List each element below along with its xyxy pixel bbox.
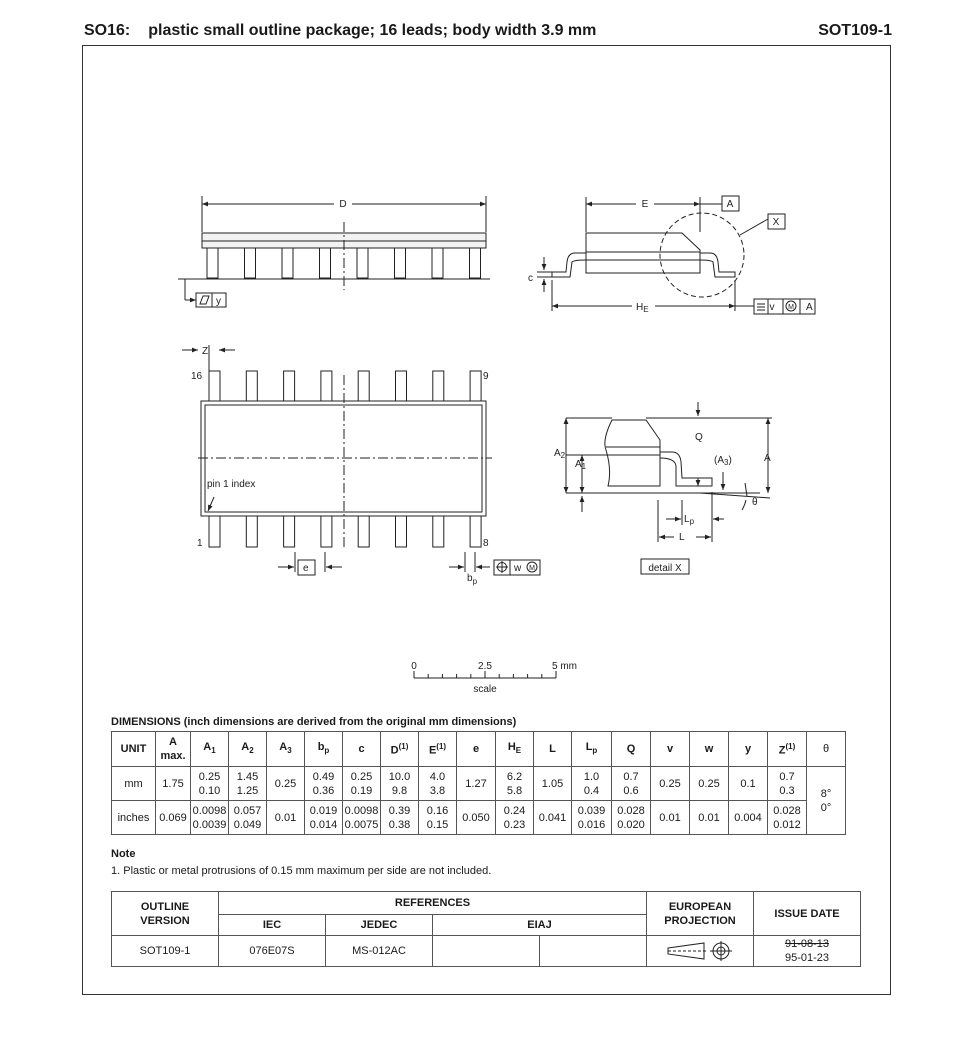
label-pin1-index: pin 1 index: [207, 479, 256, 490]
side-lead: [432, 248, 443, 278]
label-HE: $H_E$: [636, 302, 649, 314]
scale-tick-0: 0: [411, 661, 417, 672]
dim-header: UNIT: [112, 732, 156, 767]
dim-cell: 0.7 0.3: [768, 767, 807, 801]
label-w: w: [514, 563, 522, 574]
label-pin1: 1: [197, 538, 203, 549]
top-lead: [321, 371, 332, 401]
projection-symbol: [647, 936, 754, 967]
dim-cell: 0.019 0.014: [305, 801, 343, 835]
label-theta: θ: [752, 497, 758, 508]
top-lead: [358, 371, 369, 401]
dim-header: e: [457, 732, 496, 767]
label-A3: $(A_3)$: [714, 455, 732, 467]
outline-code: SOT109-1: [818, 22, 892, 39]
label-X: X: [772, 217, 780, 228]
outline-version-value: SOT109-1: [112, 936, 219, 967]
label-D: D: [339, 199, 347, 210]
top-lead: [433, 371, 444, 401]
dim-cell: 0.25: [690, 767, 729, 801]
iec-header: IEC: [219, 915, 326, 936]
end-view: [537, 196, 815, 314]
scale-tick-2-5: 2.5: [478, 661, 492, 672]
label-bp: $b_p$: [467, 573, 478, 586]
dim-cell: 0.25 0.10: [191, 767, 229, 801]
bottom-lead: [433, 516, 444, 547]
side-lead: [320, 248, 331, 278]
dim-header: Q: [612, 732, 651, 767]
label-detail-x: detail X: [648, 563, 682, 574]
side-lead: [245, 248, 256, 278]
side-lead: [207, 248, 218, 278]
label-A-ref: A: [806, 302, 813, 313]
side-lead: [357, 248, 368, 278]
label-Z: Z: [202, 346, 209, 357]
dim-cell: mm: [112, 767, 156, 801]
references-header: REFERENCES: [219, 892, 647, 915]
dim-header: w: [690, 732, 729, 767]
dim-header: $A_3$: [267, 732, 305, 767]
detail-x: [566, 402, 772, 574]
issue-date-header: ISSUE DATE: [754, 892, 861, 936]
package-description: plastic small outline package; 16 leads; body width 3.9 mm: [148, 22, 597, 39]
empty-cell: [540, 936, 647, 967]
dim-cell: 1.0 0.4: [572, 767, 612, 801]
dim-cell: 0.069: [156, 801, 191, 835]
label-M-2: M: [529, 565, 535, 572]
dim-cell: 0.050: [457, 801, 496, 835]
dim-cell: 0.49 0.36: [305, 767, 343, 801]
scale-bar: [414, 671, 556, 678]
bottom-lead: [470, 516, 481, 547]
dim-cell: 1.75: [156, 767, 191, 801]
dim-cell: 0.16 0.15: [419, 801, 457, 835]
dim-cell: inches: [112, 801, 156, 835]
bottom-lead: [284, 516, 295, 547]
dim-cell: 0.004: [729, 801, 768, 835]
bottom-lead: [358, 516, 369, 547]
top-lead: [209, 371, 220, 401]
dim-header: $Z^{(1)}$: [768, 732, 807, 767]
bottom-lead: [209, 516, 220, 547]
dim-cell: 1.05: [534, 767, 572, 801]
dim-cell: 0.25 0.19: [343, 767, 381, 801]
dim-header: $A_1$: [191, 732, 229, 767]
dim-cell: 0.039 0.016: [572, 801, 612, 835]
dim-header: $A_2$: [229, 732, 267, 767]
label-E: E: [641, 199, 649, 210]
note-item: 1. Plastic or metal protrusions of 0.15 mm maximum per side are not included.: [111, 865, 492, 877]
dim-header: $L_p$: [572, 732, 612, 767]
eiaj-value: [433, 936, 540, 967]
bottom-lead: [396, 516, 407, 547]
dim-cell: 0.1: [729, 767, 768, 801]
side-lead: [395, 248, 406, 278]
side-lead: [470, 248, 481, 278]
references-table: [111, 891, 861, 967]
dim-cell: 0.0098 0.0075: [343, 801, 381, 835]
dim-cell: 0.01: [690, 801, 729, 835]
label-pin9: 9: [483, 371, 489, 382]
jedec-value: MS-012AC: [326, 936, 433, 967]
label-A1: $A_1$: [575, 459, 587, 471]
jedec-header: JEDEC: [326, 915, 433, 936]
dim-cell: 4.0 3.8: [419, 767, 457, 801]
dim-header: v: [651, 732, 690, 767]
bottom-lead: [321, 516, 332, 547]
side-view: [178, 196, 490, 307]
dim-cell: 0.01: [651, 801, 690, 835]
dim-cell: 0.39 0.38: [381, 801, 419, 835]
dim-cell: 0.0098 0.0039: [191, 801, 229, 835]
european-projection-header: EUROPEAN PROJECTION: [647, 892, 754, 936]
dim-cell: 1.45 1.25: [229, 767, 267, 801]
dim-cell: 0.25: [651, 767, 690, 801]
label-Q: Q: [695, 432, 703, 443]
label-A: A: [764, 453, 771, 464]
label-pin8: 8: [483, 538, 489, 549]
top-lead: [246, 371, 257, 401]
top-lead: [470, 371, 481, 401]
dim-cell: 10.0 9.8: [381, 767, 419, 801]
package-code: SO16:: [84, 22, 131, 39]
dim-header: c: [343, 732, 381, 767]
dim-cell: 0.041: [534, 801, 572, 835]
side-lead: [282, 248, 293, 278]
dim-header: $E^{(1)}$: [419, 732, 457, 767]
label-L: L: [679, 532, 685, 543]
datum-A: A: [726, 199, 734, 210]
dim-header: L: [534, 732, 572, 767]
dim-header: $b_p$: [305, 732, 343, 767]
outline-version-header: OUTLINE VERSION: [112, 892, 219, 936]
bottom-lead: [246, 516, 257, 547]
dim-header: $H_E$: [496, 732, 534, 767]
scale-tick-5: 5 mm: [552, 661, 577, 672]
dim-cell: 0.7 0.6: [612, 767, 651, 801]
dim-header: A max.: [156, 732, 191, 767]
projection-icon: [664, 940, 736, 962]
dimensions-table: [111, 731, 846, 835]
top-lead: [396, 371, 407, 401]
dim-cell: 6.2 5.8: [496, 767, 534, 801]
dim-cell: 0.057 0.049: [229, 801, 267, 835]
dimensions-title: DIMENSIONS (inch dimensions are derived from the original mm dimensions): [111, 716, 517, 728]
label-y: y: [216, 296, 221, 307]
dim-cell: 1.27: [457, 767, 496, 801]
dim-header: $D^{(1)}$: [381, 732, 419, 767]
dim-header: y: [729, 732, 768, 767]
dim-cell: 0.028 0.012: [768, 801, 807, 835]
label-Lp: $L_p$: [684, 514, 695, 526]
eiaj-header: EIAJ: [433, 915, 647, 936]
label-c: c: [528, 273, 533, 284]
scale-label: scale: [473, 684, 497, 695]
issue-date-new: 95-01-23: [784, 952, 830, 964]
label-v: v: [769, 302, 775, 313]
issue-date-old: 91-08-13: [784, 938, 830, 950]
dim-header: θ: [807, 732, 846, 767]
note-title: Note: [111, 848, 136, 860]
label-pin16: 16: [191, 371, 203, 382]
theta-cell: 8° 0°: [807, 767, 846, 835]
dim-cell: 0.24 0.23: [496, 801, 534, 835]
dim-cell: 0.028 0.020: [612, 801, 651, 835]
dim-cell: 0.25: [267, 767, 305, 801]
top-lead: [284, 371, 295, 401]
dim-cell: 0.01: [267, 801, 305, 835]
label-M-1: M: [788, 304, 794, 311]
label-A2: $A_2$: [554, 448, 566, 460]
label-e: e: [303, 563, 309, 574]
issue-dates: [754, 936, 861, 967]
iec-value: 076E07S: [219, 936, 326, 967]
